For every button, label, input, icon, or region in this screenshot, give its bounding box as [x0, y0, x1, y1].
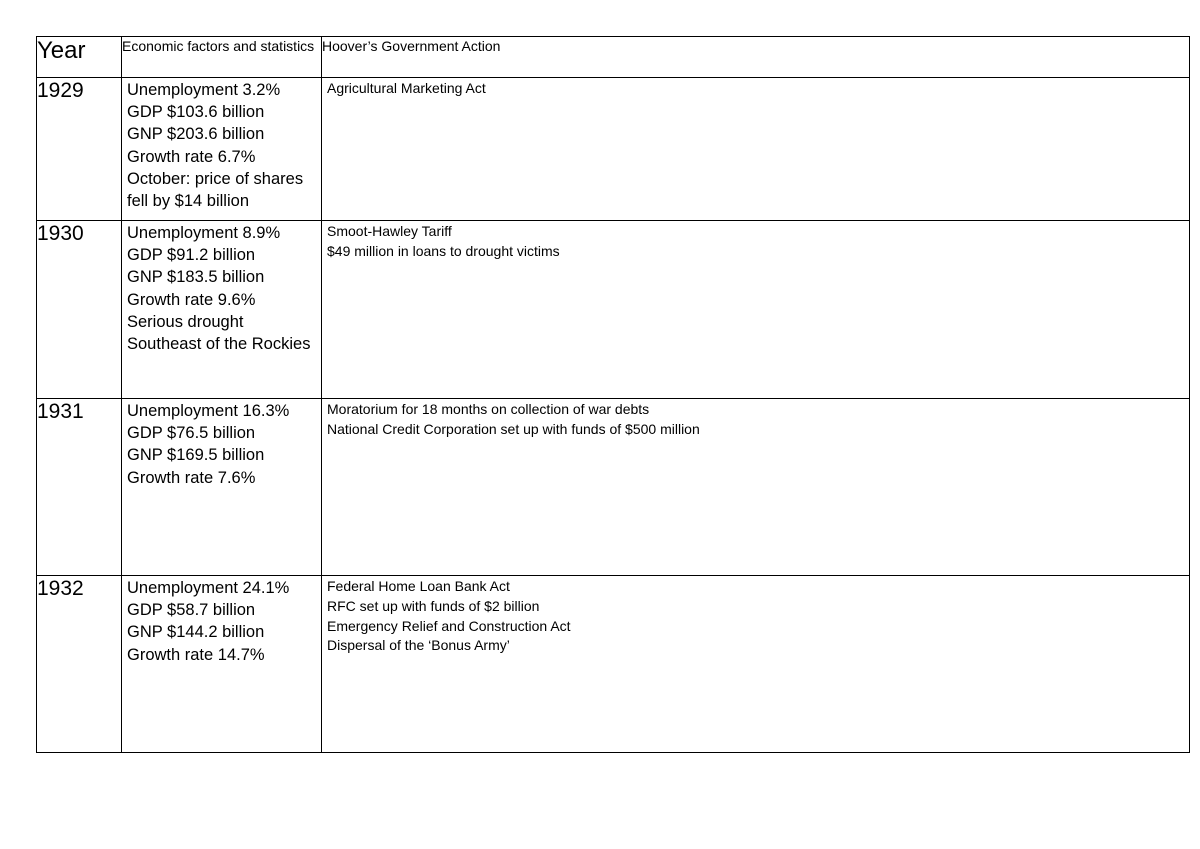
economic-stat-item: Growth rate 14.7% [127, 645, 265, 664]
government-action-item: Dispersal of the ‘Bonus Army’ [327, 637, 510, 654]
economic-stat-item: GNP $183.5 billion [127, 268, 265, 287]
header-row [37, 37, 1190, 78]
economic-stat-item: Unemployment 16.3% [127, 402, 290, 420]
government-action-item: National Credit Corporation set up with funds of $500 million [327, 420, 700, 437]
economic-stat-item: Southeast of the Rockies [127, 335, 311, 354]
government-action-item: Smoot-Hawley Tariff [327, 223, 452, 239]
economic-cell [122, 221, 322, 399]
economic-cell [122, 78, 322, 221]
action-cell [322, 221, 1190, 399]
economic-stat-item: Growth rate 9.6% [127, 290, 256, 309]
economic-stat-item: Unemployment 3.2% [127, 81, 281, 99]
government-action-item: RFC set up with funds of $2 billion [327, 597, 540, 614]
government-action-item: Moratorium for 18 months on collection of war debts [327, 401, 650, 417]
economic-stat-item: Serious drought [127, 312, 244, 331]
action-cell [322, 576, 1190, 753]
government-action-item: Agricultural Marketing Act [327, 80, 486, 96]
economic-stat-item: Unemployment 8.9% [127, 224, 281, 242]
table-row [37, 576, 1190, 753]
economic-stat-item: GDP $58.7 billion [127, 601, 256, 620]
economic-cell [122, 399, 322, 576]
government-action-list [322, 576, 1189, 656]
table-row [37, 399, 1190, 576]
government-action-item: Federal Home Loan Bank Act [327, 578, 510, 594]
action-column-header: Hoover’s Government Action [322, 37, 1190, 78]
economic-stat-item: GDP $76.5 billion [127, 424, 256, 443]
action-cell [322, 78, 1190, 221]
economic-stats-list [122, 576, 321, 666]
government-action-item: Emergency Relief and Construction Act [327, 617, 571, 634]
economic-stat-item: Growth rate 7.6% [127, 468, 256, 487]
economic-stat-item: Growth rate 6.7% [127, 147, 256, 166]
economic-stat-item: GNP $144.2 billion [127, 623, 265, 642]
table-row [37, 221, 1190, 399]
economic-stats-list [122, 399, 321, 489]
year-cell: 1929 [37, 78, 122, 221]
hoover-table [36, 36, 1190, 753]
economic-stat-item: GDP $103.6 billion [127, 103, 265, 122]
economic-stats-list [122, 221, 321, 355]
economic-stat-item: GNP $169.5 billion [127, 446, 265, 465]
economic-stat-item: October: price of shares fell by $14 billion [127, 169, 304, 211]
action-cell [322, 399, 1190, 576]
government-action-list [322, 221, 1189, 262]
year-cell: 1932 [37, 576, 122, 753]
economic-stat-item: GDP $91.2 billion [127, 246, 256, 265]
economic-stat-item: GNP $203.6 billion [127, 125, 265, 144]
government-action-list [322, 78, 1189, 99]
economic-cell [122, 576, 322, 753]
economic-stats-list [122, 78, 321, 212]
year-cell: 1930 [37, 221, 122, 399]
year-column-header: Year [37, 37, 122, 78]
economic-stat-item: Unemployment 24.1% [127, 579, 290, 597]
year-cell: 1931 [37, 399, 122, 576]
table-body [37, 37, 1190, 753]
table-row [37, 78, 1190, 221]
government-action-item: $49 million in loans to drought victims [327, 242, 560, 259]
economic-column-header: Economic factors and statistics [122, 37, 322, 78]
government-action-list [322, 399, 1189, 440]
